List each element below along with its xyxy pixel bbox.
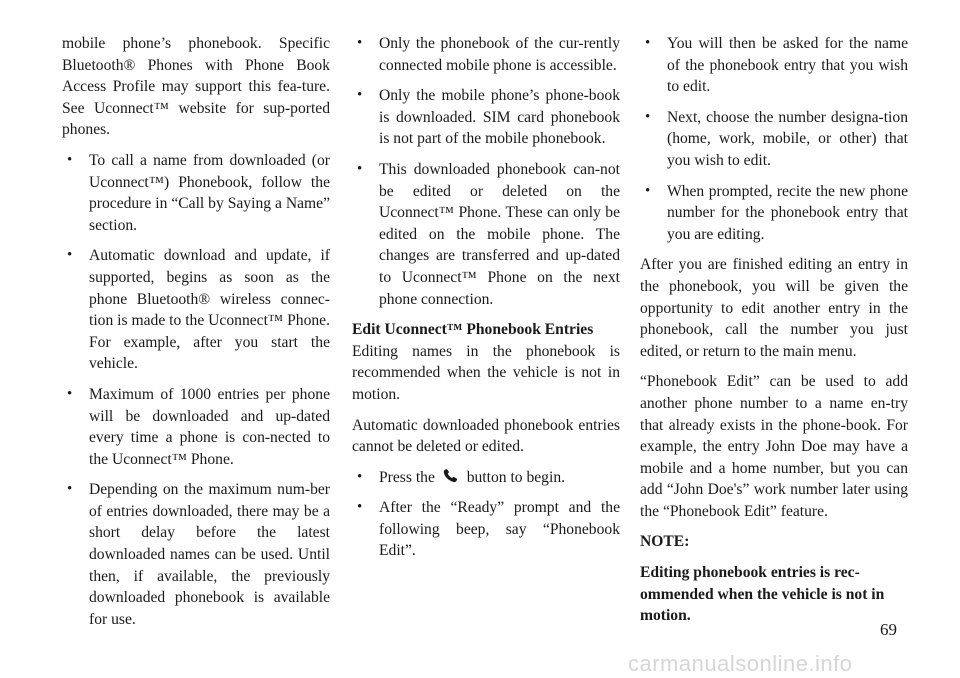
section-heading: Edit Uconnect™ Phonebook Entries xyxy=(352,321,594,339)
after-editing-paragraph: After you are finished editing an entry in the phonebook, you will be given the opportunity to edit another entry in the phonebook, call the number you just edited, or return to the main menu. xyxy=(640,256,908,360)
list-item: • Only the phonebook of the cur-rently connected mobile phone is accessible. xyxy=(352,33,620,76)
note-label: NOTE: xyxy=(640,533,690,551)
note-text: Editing phonebook entries is rec-ommended when the vehicle is not in motion. xyxy=(640,564,885,625)
bullet-list-steps xyxy=(352,467,620,562)
page-number: 69 xyxy=(880,620,897,639)
intro-paragraph: mobile phone’s phonebook. Specific Bluetooth® Phones with Phone Book Access Profile may support this fea-ture. See Uconnect™ website for sup-ported phones. xyxy=(62,35,330,139)
phonebook-edit-paragraph: “Phonebook Edit” can be used to add another phone number to a name en-try that already exists in the phone-book. For example, the entry John Doe may have a mobile and a home number, but you can add “John Doe's” work number later using the “Phonebook Edit” feature. xyxy=(640,373,908,520)
list-item: • You will then be asked for the name of the phonebook entry that you wish to edit. xyxy=(640,33,908,98)
list-item: • Maximum of 1000 entries per phone will be downloaded and up-dated every time a phone is con-nected to the Uconnect™ Phone. xyxy=(62,384,330,470)
press-after-text: button to begin. xyxy=(466,468,566,486)
edit-recommendation-paragraph: Editing names in the phonebook is recommended when the vehicle is not in motion. xyxy=(352,342,620,403)
list-item: • Next, choose the number designa-tion (home, work, mobile, or other) that you wish to edit. xyxy=(640,107,908,172)
list-item: • Depending on the maximum num-ber of entries downloaded, there may be a short delay before the latest downloaded names can be used. Until then, if available, the previously downloaded phonebook is available for use. xyxy=(62,479,330,630)
bullet-list-2 xyxy=(352,33,620,310)
column-1 xyxy=(62,33,330,639)
auto-entries-paragraph: Automatic downloaded phonebook entries cannot be deleted or edited. xyxy=(352,416,620,456)
column-2 xyxy=(352,33,620,571)
list-item: • Automatic download and update, if supported, begins as soon as the phone Bluetooth® wireless connec-tion is made to the Uconnect™ Phone. For example, after you start the vehicle. xyxy=(62,245,330,375)
press-button-step xyxy=(352,467,620,489)
press-before-text: Press the xyxy=(379,468,435,486)
list-item: • Only the mobile phone’s phone-book is downloaded. SIM card phonebook is not part of the mobile phonebook. xyxy=(352,85,620,150)
list-item: • To call a name from downloaded (or Uconnect™) Phonebook, follow the procedure in “Call by Saying a Name” section. xyxy=(62,150,330,236)
column-3 xyxy=(640,33,908,627)
list-item: • This downloaded phonebook can-not be edited or deleted on the Uconnect™ Phone. These can only be edited on the mobile phone. The changes are transferred and up-dated to Uconnect™ Phone on the next phone connection. xyxy=(352,159,620,310)
bullet-list-3 xyxy=(640,33,908,245)
phone-handset-icon xyxy=(443,469,459,483)
watermark: carmanualsonline.info xyxy=(628,651,853,676)
list-item: • After the “Ready” prompt and the following beep, say “Phonebook Edit”. xyxy=(352,497,620,562)
bullet-list-1 xyxy=(62,150,330,630)
list-item: • When prompted, recite the new phone number for the phonebook entry that you are editing. xyxy=(640,181,908,246)
